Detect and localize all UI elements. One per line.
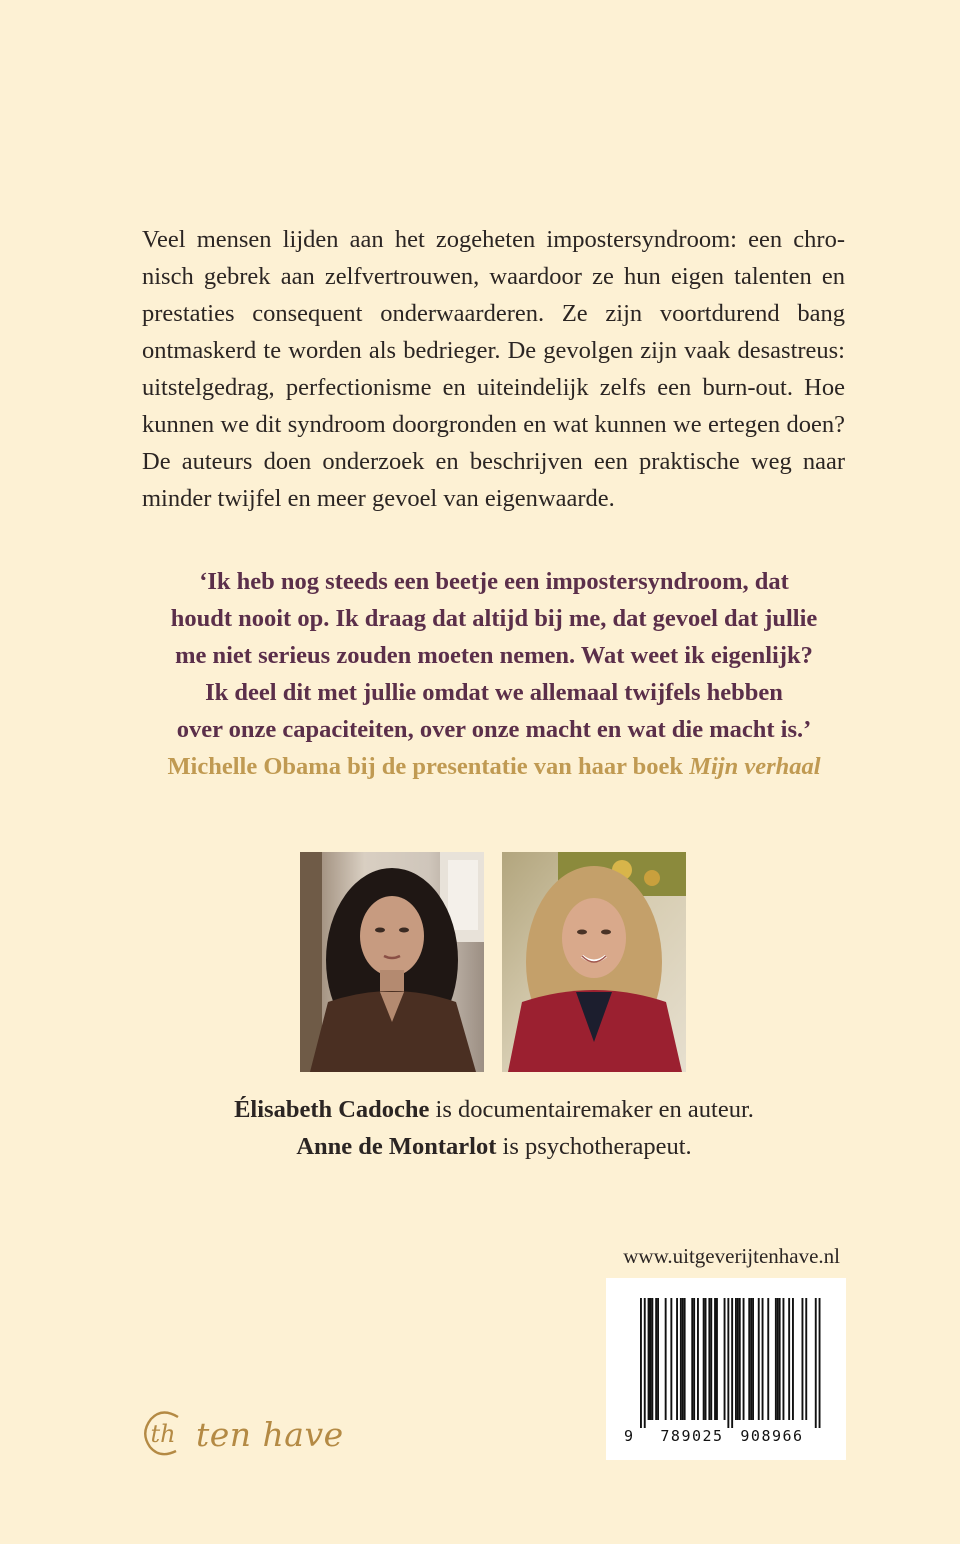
barcode-bar bbox=[727, 1298, 729, 1428]
barcode-bar bbox=[697, 1298, 699, 1420]
barcode-bar bbox=[748, 1298, 750, 1420]
blurb bbox=[142, 221, 845, 517]
publisher-monogram-icon bbox=[142, 1409, 186, 1459]
barcode-bar bbox=[752, 1298, 754, 1420]
barcode-bar bbox=[691, 1298, 693, 1420]
quote-line: ‘Ik heb nog steeds een beetje een impostersyndroom, dat bbox=[199, 568, 789, 595]
barcode-bar bbox=[682, 1298, 684, 1420]
barcode-bar bbox=[819, 1298, 821, 1428]
quote-source-book: Mijn verhaal bbox=[689, 753, 821, 780]
barcode-bar bbox=[805, 1298, 807, 1420]
barcode-graphic bbox=[606, 1278, 846, 1460]
author-photo-cadoche bbox=[300, 852, 484, 1072]
barcode-bar bbox=[762, 1298, 764, 1420]
barcode-bar bbox=[779, 1298, 781, 1420]
barcode-bar bbox=[650, 1298, 652, 1420]
author-bio-text: is psychotherapeut. bbox=[496, 1133, 692, 1160]
author-name: Anne de Montarlot bbox=[296, 1133, 497, 1160]
barcode-bar bbox=[802, 1298, 804, 1420]
author-photo-montarlot bbox=[502, 852, 686, 1072]
barcode-bar bbox=[665, 1298, 667, 1420]
barcode-bar bbox=[724, 1298, 726, 1420]
barcode-bar bbox=[775, 1298, 777, 1420]
author-bio bbox=[100, 1091, 888, 1128]
publisher-website[interactable]: www.uitgeverijtenhave.nl bbox=[623, 1244, 840, 1268]
barcode-bar bbox=[708, 1298, 710, 1420]
quote-line: Ik deel dit met jullie omdat we allemaal twijfels hebben bbox=[205, 679, 783, 706]
author-bios bbox=[100, 1091, 888, 1165]
quote-block bbox=[120, 563, 868, 785]
barcode-bar bbox=[657, 1298, 659, 1420]
barcode-bar bbox=[735, 1298, 737, 1420]
barcode-bar bbox=[788, 1298, 790, 1420]
quote-line: over onze capaciteiten, over onze macht en wat die macht is.’ bbox=[176, 716, 812, 743]
barcode-bar bbox=[758, 1298, 760, 1420]
barcode-bar bbox=[716, 1298, 718, 1420]
author-name: Élisabeth Cadoche bbox=[234, 1096, 430, 1123]
barcode-bar bbox=[703, 1298, 705, 1420]
barcode-bar bbox=[815, 1298, 817, 1428]
barcode-bar bbox=[644, 1298, 646, 1428]
barcode-bar bbox=[655, 1298, 657, 1420]
barcode-bar bbox=[737, 1298, 739, 1420]
barcode-bar bbox=[750, 1298, 752, 1420]
blurb-paragraph: Veel mensen lijden aan het zogeheten impostersyndroom: een chronisch gebrek aan zelfvertrouwen, waardoor ze hun eigen talenten en prestaties consequent onderwaarderen. Ze zijn voortdurend bang ontmaskerd te worden als bedrieger. De gevolgen zijn vaak desastreus: uitstelgedrag, perfectionisme en uiteindelijk zelfs een burn-out. Hoe kunnen we dit syndroom doorgronden en wat kunnen we ertegen doen? De auteurs doen onderzoek en beschrijven een praktische weg naar minder twijfel en meer gevoel van eigenwaarde. bbox=[142, 226, 845, 512]
barcode-bar bbox=[693, 1298, 695, 1420]
barcode-bar bbox=[670, 1298, 672, 1420]
barcode-bar bbox=[684, 1298, 686, 1420]
isbn-barcode bbox=[606, 1278, 846, 1460]
barcode-bar bbox=[743, 1298, 745, 1420]
barcode-bar bbox=[714, 1298, 716, 1420]
barcode-bar bbox=[680, 1298, 682, 1420]
barcode-bar bbox=[767, 1298, 769, 1420]
barcode-bar bbox=[783, 1298, 785, 1420]
barcode-bar bbox=[739, 1298, 741, 1420]
author-bio-text: is documentairemaker en auteur. bbox=[429, 1096, 754, 1123]
author-bio bbox=[100, 1128, 888, 1165]
barcode-bar bbox=[792, 1298, 794, 1420]
publisher-logo bbox=[142, 1406, 344, 1462]
barcode-bar bbox=[676, 1298, 678, 1420]
barcode-bar bbox=[731, 1298, 733, 1428]
barcode-left-digits: 789025 bbox=[660, 1427, 724, 1445]
barcode-first-digit: 9 bbox=[624, 1427, 634, 1445]
barcode-bar bbox=[640, 1298, 642, 1428]
publisher-name: ten have bbox=[196, 1414, 344, 1454]
barcode-right-digits: 908966 bbox=[740, 1427, 804, 1445]
quote-line: me niet serieus zouden moeten nemen. Wat weet ik eigenlijk? bbox=[175, 642, 813, 669]
quote-line: houdt nooit op. Ik draag dat altijd bij me, dat gevoel dat jullie bbox=[170, 605, 818, 632]
barcode-bar bbox=[710, 1298, 712, 1420]
quote-source-text: Michelle Obama bij de presentatie van haar boek bbox=[167, 753, 690, 780]
barcode-bar bbox=[651, 1298, 653, 1420]
barcode-bar bbox=[705, 1298, 707, 1420]
publisher-monogram-text: th bbox=[150, 1420, 176, 1448]
barcode-bar bbox=[777, 1298, 779, 1420]
barcode-bar bbox=[648, 1298, 650, 1420]
quote-source bbox=[120, 748, 868, 785]
